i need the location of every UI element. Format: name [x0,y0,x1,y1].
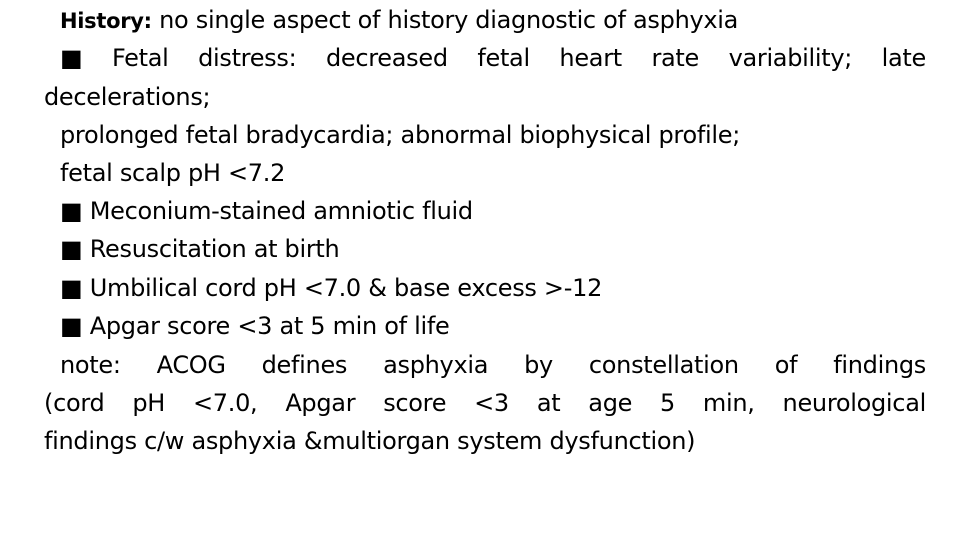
apgar-item [60,310,450,342]
bullet-icon: ■ [60,235,83,263]
word: Apgar [285,389,356,417]
word: variability; [728,44,853,72]
word: decreased [325,44,448,72]
word: by [524,351,553,379]
fetal-distress-line-3: prolonged fetal bradycardia; abnormal biophysical profile; [60,121,740,149]
word: pH [132,389,166,417]
apgar-text: Apgar score <3 at 5 min of life [89,312,450,340]
umbilical-item [60,272,602,304]
resuscitation-text: Resuscitation at birth [89,235,340,263]
word: neurological [782,389,926,417]
word: <3 [474,389,509,417]
word: late [881,44,926,72]
fetal-distress-line [60,42,926,74]
word: findings [833,351,926,379]
word: distress: [198,44,297,72]
bullet-icon: ■ [60,274,83,302]
umbilical-text: Umbilical cord pH <7.0 & base excess >-12 [89,274,603,302]
word: of [774,351,798,379]
word: Fetal [111,44,169,72]
word: (cord [44,389,105,417]
word: ACOG [156,351,226,379]
history-label: History: [60,9,152,33]
history-text: no single aspect of history diagnostic of asphyxia [151,6,739,34]
meconium-text: Meconium-stained amniotic fluid [89,197,473,225]
word: defines [261,351,348,379]
word: rate [651,44,699,72]
word: fetal [477,44,530,72]
history-line [60,4,738,37]
bullet-icon: ■ [60,197,83,225]
word: min, [702,389,755,417]
resuscitation-item [60,233,339,265]
word: age [588,389,633,417]
word: asphyxia [383,351,489,379]
word: heart [559,44,622,72]
fetal-distress-line-2: decelerations; [44,83,211,111]
word: constellation [588,351,739,379]
bullet-icon: ■ [60,312,83,340]
meconium-item [60,195,473,227]
fetal-distress-line-4: fetal scalp pH <7.2 [60,159,286,187]
bullet-icon: ■ [60,44,83,72]
word: note: [60,351,121,379]
note-line-2 [44,387,926,419]
word: at [536,389,561,417]
note-line-1 [60,349,926,381]
word: 5 [660,389,675,417]
word: score [383,389,447,417]
word: <7.0, [192,389,258,417]
note-line-3: findings c/w asphyxia &multiorgan system dysfunction) [44,427,696,455]
